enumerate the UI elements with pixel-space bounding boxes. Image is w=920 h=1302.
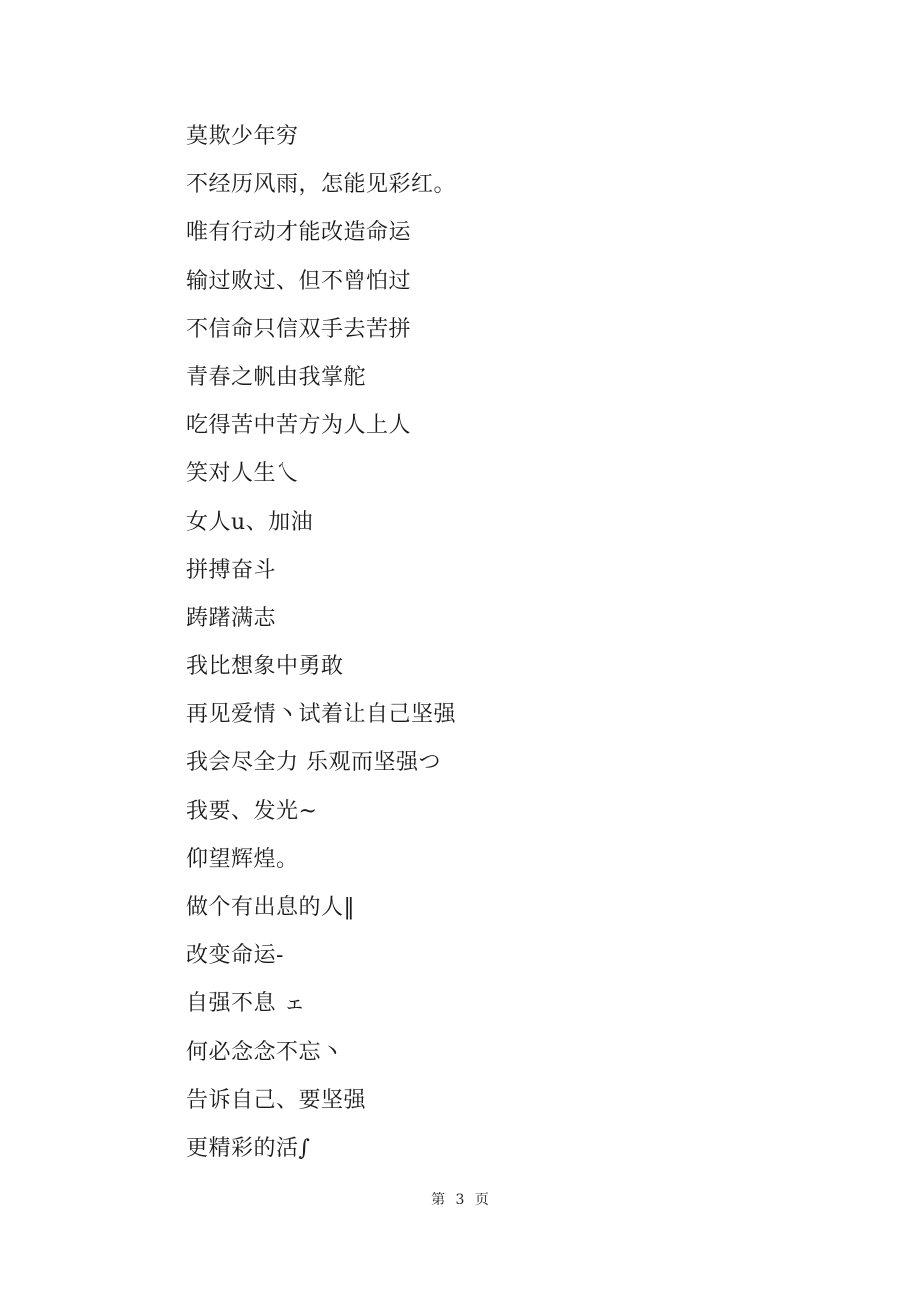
text-line: 不经历风雨，怎能见彩红。 (186, 172, 457, 198)
text-line: 做个有出息的人‖ (186, 895, 356, 920)
text-line: 青春之帆由我掌舵 (186, 364, 367, 390)
text-line: 再见爱情丶试着让自己坚强 (186, 702, 457, 728)
text-line: 仰望辉煌。 (186, 846, 299, 872)
text-line: 输过败过、但不曾怕过 (186, 268, 412, 294)
text-line: 自强不息 ェ (186, 991, 306, 1017)
text-line: 女人u、加油 (186, 509, 314, 535)
text-line: 笑对人生乀 (186, 461, 299, 487)
text-line: 莫欺少年穷 (186, 124, 299, 149)
page-footer (0, 1188, 920, 1212)
page-number-prefix: 第 (431, 1192, 446, 1208)
text-line: 踌躇满志 (186, 605, 277, 631)
text-line: 何必念念不忘丶 (186, 1039, 344, 1065)
text-line: 吃得苦中苦方为人上人 (186, 413, 412, 439)
text-line: 我比想象中勇敢 (186, 654, 344, 680)
text-line: 唯有行动才能改造命运 (186, 220, 412, 246)
text-line: 告诉自己、要坚强 (186, 1087, 367, 1113)
page-number: 3 (455, 1192, 465, 1208)
text-line: 我会尽全力 乐观而坚强つ (186, 750, 441, 776)
page-number-suffix: 页 (474, 1192, 489, 1208)
text-lines (186, 113, 456, 1173)
text-line: 更精彩的活∫ (186, 1135, 311, 1161)
text-line: 我要、发光~ (186, 798, 318, 824)
text-line: 改变命运- (186, 943, 284, 969)
text-line: 拼搏奋斗 (186, 557, 277, 583)
text-line: 不信命只信双手去苦拼 (186, 316, 412, 342)
